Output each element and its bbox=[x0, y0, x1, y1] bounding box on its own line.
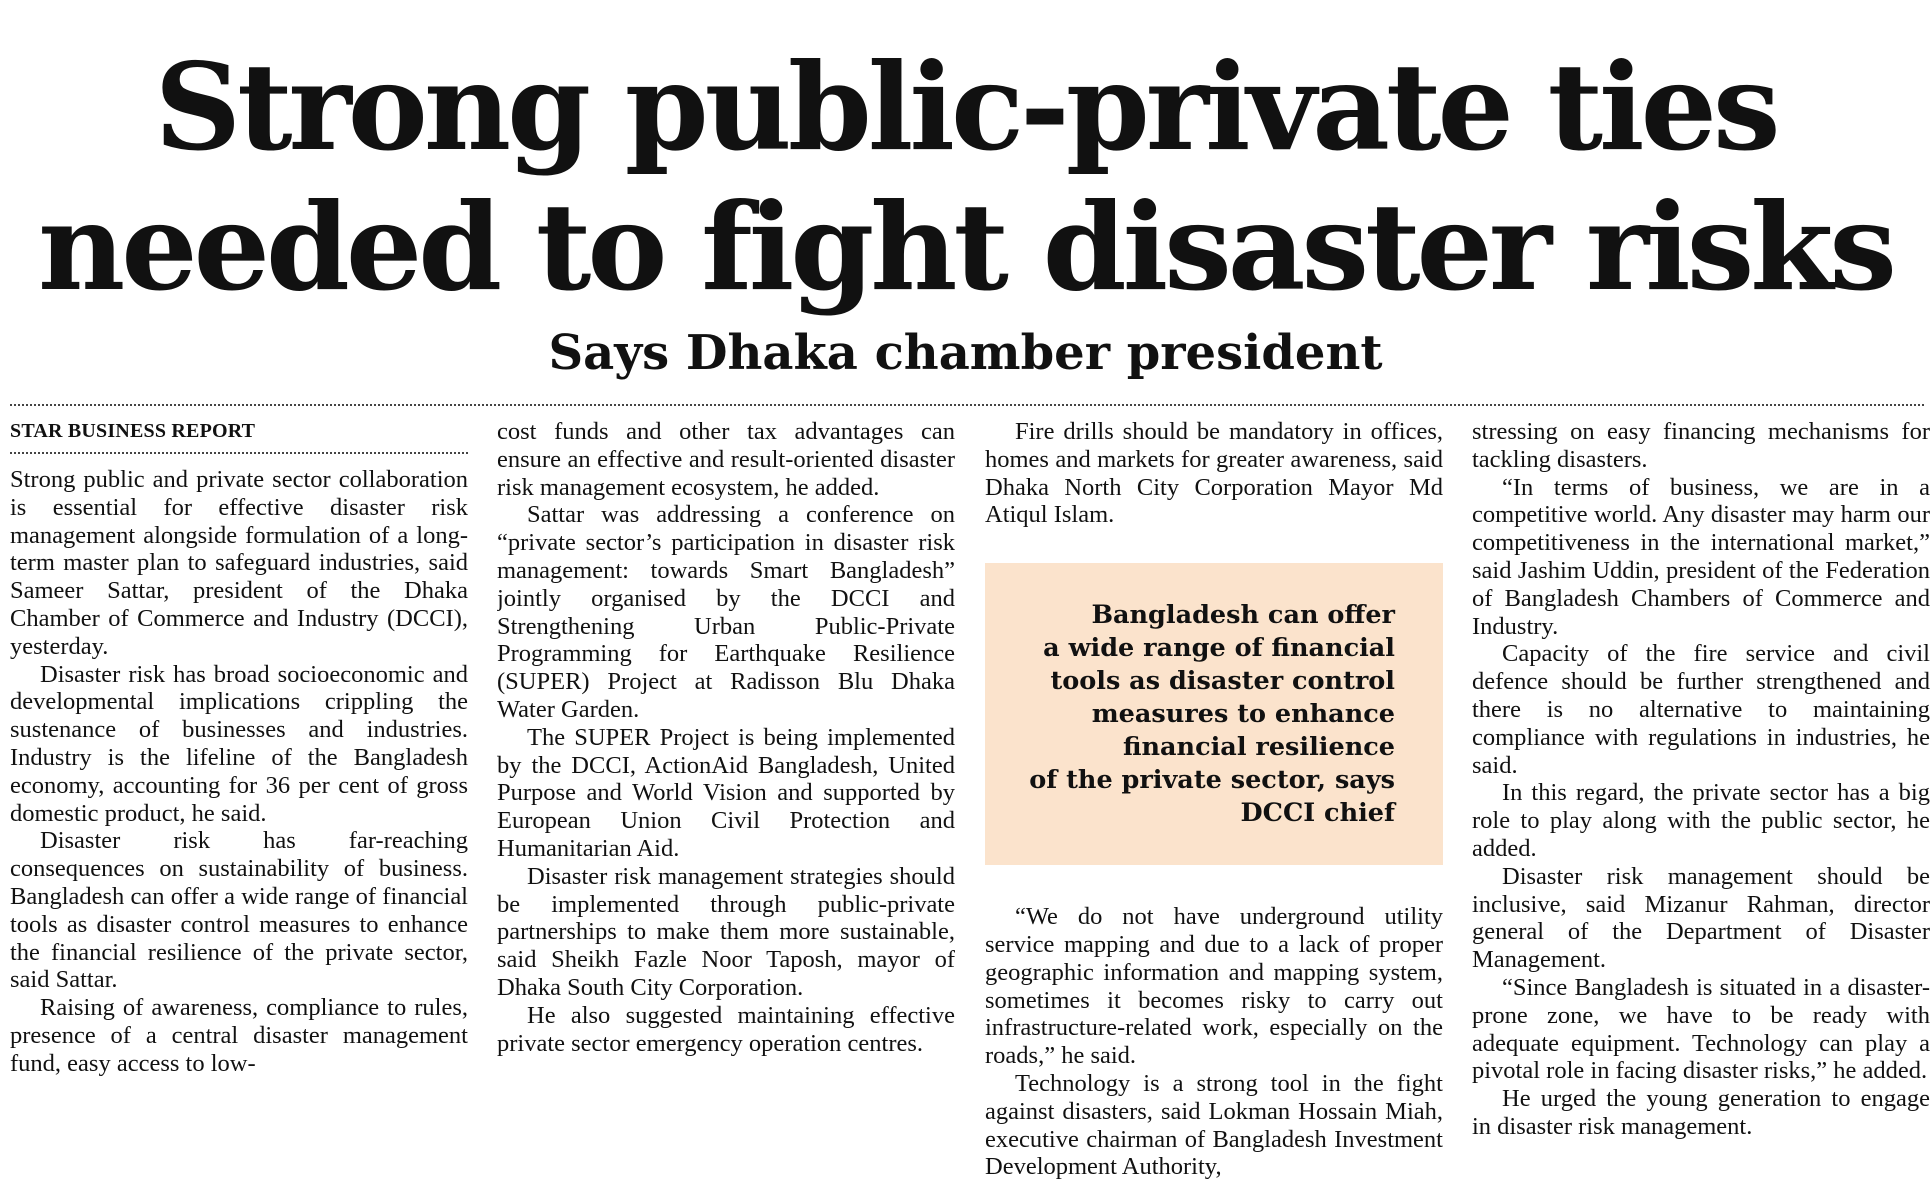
article-column-3 bbox=[985, 418, 1443, 1180]
headline-line-2: needed to fight disaster risks bbox=[38, 177, 1893, 318]
paragraph: Sattar was addressing a conference on “private sector’s participation in disaster risk management: towards Smart Bangladesh” jointly organised by the DCCI and Strengthening Urban Public-Private Programming for Earthquake Resilience (SUPER) Project at Radisson Blu Dhaka Water Garden. bbox=[497, 501, 955, 723]
subheadline: Says Dhaka chamber president bbox=[548, 325, 1383, 381]
paragraph: Disaster risk has far-reaching consequences on sustainability of business. Bangladesh can offer a wide range of financial tools as disaster control measures to enhance the financial resilience of the private sector, said Sattar. bbox=[10, 827, 468, 994]
paragraph: He also suggested maintaining effective private sector emergency operation centres. bbox=[497, 1001, 955, 1057]
article-column-4 bbox=[1472, 418, 1930, 1180]
paragraph: cost funds and other tax advantages can ensure an effective and result-oriented disaster risk management ecosystem, he added. bbox=[497, 418, 955, 501]
paragraph: Disaster risk management strategies should be implemented through public-private partnerships to make them more sustainable, said Sheikh Fazle Noor Taposh, mayor of Dhaka South City Corporation. bbox=[497, 862, 955, 1001]
paragraph: “We do not have underground utility service mapping and due to a lack of proper geographic information and mapping system, sometimes it becomes risky to carry out infrastructure-related work, especially on the roads,” he said. bbox=[985, 903, 1443, 1070]
pull-quote-line: a wide range of financial bbox=[1043, 633, 1395, 664]
paragraph: In this regard, the private sector has a big role to play along with the public sector, he added. bbox=[1472, 779, 1930, 862]
paragraph: The SUPER Project is being implemented by the DCCI, ActionAid Bangladesh, United Purpose and World Vision and supported by European Union Civil Protection and Humanitarian Aid. bbox=[497, 723, 955, 862]
dotted-divider bbox=[10, 404, 1924, 406]
article-column-2 bbox=[497, 418, 955, 1180]
paragraph: Fire drills should be mandatory in offices, homes and markets for greater awareness, said Dhaka North City Corporation Mayor Md Atiqul Islam. bbox=[985, 418, 1443, 529]
paragraph: “Since Bangladesh is situated in a disaster-prone zone, we have to be ready with adequate equipment. Technology can play a pivotal role in facing disaster risks,” he added. bbox=[1472, 973, 1930, 1085]
byline: STAR BUSINESS REPORT bbox=[10, 418, 468, 454]
pull-quote-line: DCCI chief bbox=[1240, 798, 1395, 829]
pull-quote-line: tools as disaster control bbox=[1050, 666, 1395, 697]
pull-quote bbox=[985, 563, 1443, 865]
paragraph: Disaster risk management should be inclusive, said Mizanur Rahman, director general of the Department of Disaster Management. bbox=[1472, 862, 1930, 974]
paragraph: Capacity of the fire service and civil defence should be further strengthened and there is no alternative to maintaining compliance with regulations in industries, he said. bbox=[1472, 640, 1930, 779]
headline-line-1: Strong public-private ties bbox=[154, 37, 1777, 178]
paragraph: He urged the young generation to engage in disaster risk management. bbox=[1472, 1085, 1930, 1140]
pull-quote-line: financial resilience bbox=[1122, 732, 1395, 763]
article-column-1 bbox=[10, 418, 468, 1180]
paragraph: “In terms of business, we are in a competitive world. Any disaster may harm our competitiveness in the international market,” said Jashim Uddin, president of the Federation of Bangladesh Chambers of Commerce and Industry. bbox=[1472, 473, 1930, 640]
pull-quote-line: measures to enhance bbox=[1091, 699, 1395, 730]
paragraph: Raising of awareness, compliance to rules, presence of a central disaster management fund, easy access to low- bbox=[10, 994, 468, 1077]
paragraph: Strong public and private sector collaboration is essential for effective disaster risk management alongside formulation of a long-term master plan to safeguard industries, said Sameer Sattar, president of the Dhaka Chamber of Commerce and Industry (DCCI), yesterday. bbox=[10, 466, 468, 660]
paragraph: Disaster risk has broad socioeconomic and developmental implications crippling the sustenance of businesses and industries. Industry is the lifeline of the Bangladesh economy, accounting for 36 per cent of gross domestic product, he said. bbox=[10, 660, 468, 827]
pull-quote-line: of the private sector, says bbox=[1029, 765, 1395, 796]
paragraph: stressing on easy financing mechanisms for tackling disasters. bbox=[1472, 418, 1930, 473]
pull-quote-line: Bangladesh can offer bbox=[1091, 600, 1395, 631]
paragraph: Technology is a strong tool in the fight against disasters, said Lokman Hossain Miah, executive chairman of Bangladesh Investment Development Authority, bbox=[985, 1069, 1443, 1180]
